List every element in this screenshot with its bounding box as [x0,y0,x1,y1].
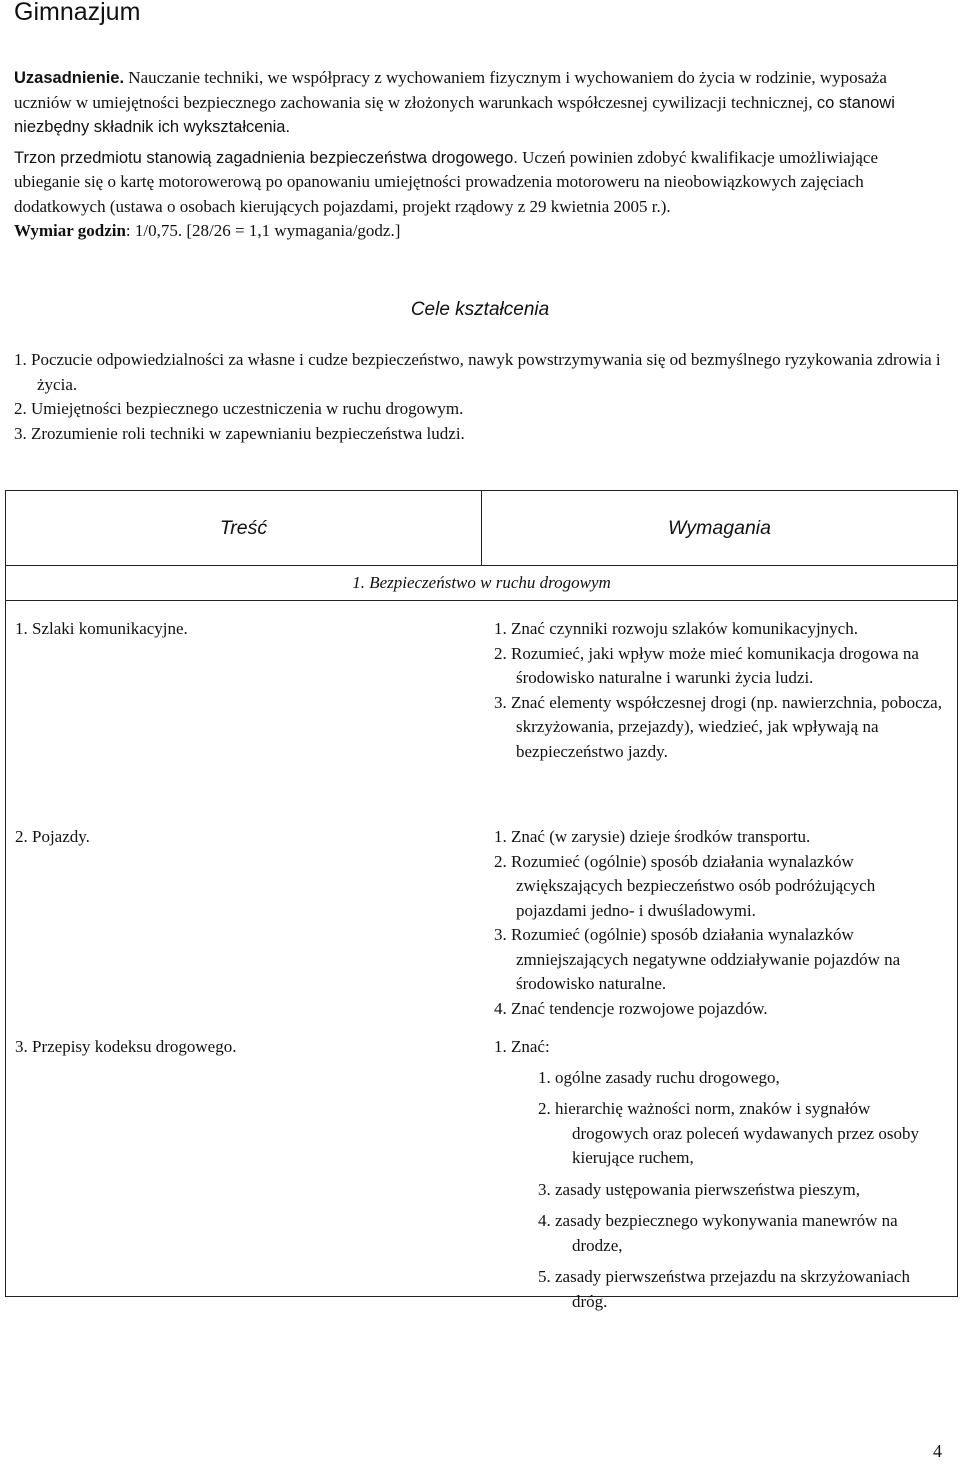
hours-label: Wymiar godzin [14,221,126,240]
table-section-title: 1. Bezpieczeństwo w ruchu drogowym [6,566,957,601]
hours-value: : 1/0,75. [28/26 = 1,1 wymagania/godz.] [125,221,401,240]
subrequirement-item: 5. zasady pierwszeństwa przejazdu na skrzyżowaniach dróg. [538,1267,910,1311]
header-content: Treść [6,491,482,565]
subrequirement-item: 1. ogólne zasady ruchu drogowego, [538,1067,780,1087]
goal-item: 1. Poczucie odpowiedzialności za własne i cudze bezpieczeństwo, nawyk powstrzymywania się od bezmyślnego ryzykowania zdrowia i życia. [14,350,941,394]
road-safety-text: Trzon przedmiotu stanowią zagadnienia bezpieczeństwa drogowego. [14,148,518,167]
row-topic: 3. Przepisy kodeksu drogowego. [15,1037,237,1056]
page-number: 4 [933,1441,942,1461]
page-title: Gimnazjum [14,0,141,26]
requirement-item [494,1035,949,1314]
table-body [6,601,957,1311]
goals-heading: Cele kształcenia [410,299,550,320]
subrequirement-item: 2. hierarchię ważności norm, znaków i sygnałów drogowych oraz poleceń wydawanych przez osoby kierujące ruchem, [538,1099,919,1167]
row-requirements [494,825,949,1021]
requirement-intro: 1. Znać: [494,1037,550,1056]
intro-text-serif: Nauczanie techniki, we współpracy z wychowaniem fizycznym i wychowaniem do życia w rodzinie, wyposaża uczniów w umiejętności bezpiecznego zachowania się w złożonych warunkach współczesnej cywilizacji technicznej, [14,68,887,112]
requirement-item: 1. Znać (w zarysie) dzieje środków transportu. [494,827,811,846]
subrequirements-list [538,1066,949,1315]
curriculum-table [5,490,958,1311]
requirement-item: 4. Znać tendencje rozwojowe pojazdów. [494,998,768,1018]
header-requirements: Wymagania [668,516,771,539]
requirement-item: 2. Rozumieć, jaki wpływ może mieć komunikacja drogowa na środowisko naturalne i warunki życia ludzi. [494,643,919,687]
subrequirement-item: 4. zasady bezpiecznego wykonywania manewrów na drodze, [538,1211,898,1255]
table-header-row [6,491,957,566]
requirement-item: 2. Rozumieć (ogólnie) sposób działania wynalazków zwiększających bezpieczeństwo osób podróżujących pojazdami jedno- i dwuśladowymi. [494,851,876,920]
intro-text-sans: co stanowi niezbędny składnik ich wykształcenia. [14,93,895,136]
intro-label: Uzasadnienie. [14,69,125,87]
goal-item: 2. Umiejętności bezpiecznego uczestniczenia w ruchu drogowym. [14,399,464,418]
goals-list [14,348,944,446]
intro-paragraph-2 [14,146,944,220]
intro-paragraph-1 [14,66,944,140]
row-requirements [494,1035,949,1321]
license-text: Uczeń powinien zdobyć kwalifikacje umożliwiające ubieganie się o kartę motorowerową po opanowaniu umiejętności prowadzenia motoroweru na nieobowiązkowych zajęciach dodatkowych (ustawa o osobach kierujących pojazdami, projekt rządowy z 29 kwietnia 2005 r.). [14,147,879,216]
row-topic: 2. Pojazdy. [15,827,90,846]
requirement-item: 1. Znać czynniki rozwoju szlaków komunikacyjnych. [494,619,858,638]
row-topic: 1. Szlaki komunikacyjne. [15,619,188,638]
row-requirements [494,617,949,764]
subrequirement-item: 3. zasady ustępowania pierwszeństwa pieszym, [538,1179,860,1199]
requirement-item: 3. Znać elementy współczesnej drogi (np. nawierzchnia, pobocza, skrzyżowania, przejazdy), wiedzieć, jak wpływają na bezpieczeństwo jazdy. [494,692,942,761]
goal-item: 3. Zrozumienie roli techniki w zapewnianiu bezpieczeństwa ludzi. [14,423,465,443]
requirement-item: 3. Rozumieć (ogólnie) sposób działania wynalazków zmniejszających negatywne oddziaływanie pojazdów na środowisko naturalne. [494,925,901,993]
hours-line [14,219,944,244]
intro-section [14,66,944,244]
